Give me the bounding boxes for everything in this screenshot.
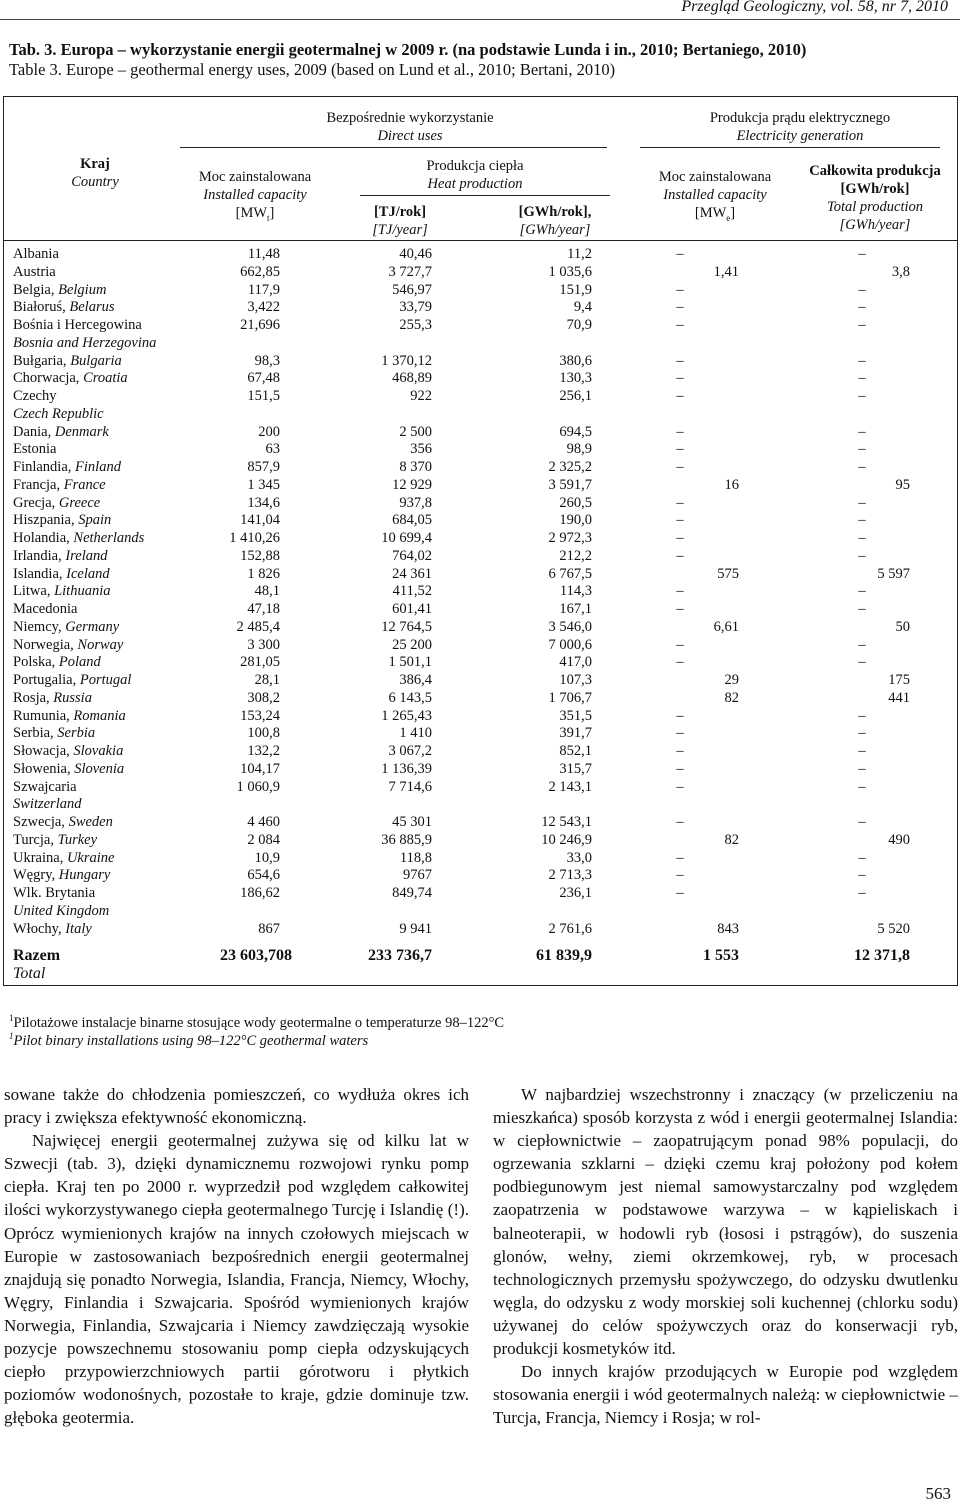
heat-tj-cell: 1 370,12 — [381, 352, 432, 369]
table-row — [0, 742, 960, 760]
header-electricity: Produkcja prądu elektrycznego Electricity generation — [709, 110, 891, 144]
e-total-cell: – — [858, 246, 866, 262]
capacity-cell: 867 — [258, 920, 280, 937]
country-name: Polska, Poland — [13, 654, 101, 671]
table-row — [0, 671, 960, 689]
heat-tj-cell: 7 714,6 — [388, 778, 432, 795]
e-total-cell: – — [858, 423, 866, 440]
e-total-cell: 3,8 — [891, 263, 910, 280]
heat-gwh-cell: 130,3 — [559, 370, 592, 387]
heat-gwh-cell: 417,0 — [559, 654, 592, 671]
capacity-cell: 151,5 — [247, 388, 280, 404]
capacity-cell: 1 345 — [247, 476, 280, 493]
heat-tj-cell: 36 885,9 — [381, 831, 432, 848]
body-column-left — [4, 1083, 469, 1429]
heat-tj-cell: 3 727,7 — [388, 263, 432, 280]
table-row — [0, 884, 960, 902]
header-rule — [0, 19, 960, 20]
e-total-cell: – — [858, 636, 866, 653]
total-etot: 12 371,8 — [854, 947, 910, 964]
heat-gwh-cell: 33,0 — [566, 849, 592, 866]
e-capacity-cell: – — [676, 885, 684, 901]
header-e-capacity: Moc zainstalowana Installed capacity $[MW_e]$ — [658, 169, 772, 223]
heat-tj-cell: 45 301 — [392, 814, 432, 830]
rule-direct — [180, 147, 607, 148]
e-capacity-cell: 82 — [724, 689, 739, 706]
heat-tj-cell: 118,8 — [399, 849, 432, 866]
capacity-cell: 1 410,26 — [229, 530, 280, 546]
heat-tj-cell: 356 — [410, 441, 432, 458]
country-name: Szwecja, Sweden — [13, 814, 113, 830]
country-name: Turcja, Turkey — [13, 831, 98, 848]
table-row — [0, 387, 960, 405]
e-total-cell: – — [858, 583, 866, 600]
heat-tj-cell: 255,3 — [399, 317, 432, 333]
country-name: Austria — [13, 263, 56, 280]
country-name: United Kingdom — [13, 902, 110, 919]
e-total-cell: – — [858, 814, 866, 830]
heat-gwh-cell: 3 591,7 — [548, 476, 592, 493]
e-total-cell: – — [858, 743, 866, 759]
e-total-cell: 441 — [888, 689, 910, 706]
table-row — [0, 565, 960, 583]
e-capacity-cell: – — [676, 370, 684, 387]
heat-tj-cell: 6 143,5 — [388, 689, 432, 706]
capacity-cell: 48,1 — [254, 583, 280, 600]
e-capacity-cell: – — [676, 423, 684, 440]
header-bottom-rule — [3, 240, 958, 241]
country-name: Włochy, Italy — [13, 920, 92, 937]
heat-gwh-cell: 1 035,6 — [548, 263, 592, 280]
table-row — [0, 440, 960, 458]
paragraph: W najbardziej wszechstronny i znaczący (w przeliczeniu na mieszkańca) sposób korzysta z wód i energii geotermalnej Islandia: w ciepłownictwie – zaopatrującym ponad 98% populacji, do ogrzewania szklarni – dzięki czemu kraj położony pod kołem podbiegunowym jest niemal samowystarczalny pod względem zaopatrzenia w podstawowe warzywa – w kąpieliskach i balneoterapii, w hodowli ryb (łososi i pstrągów), do suszenia glonów, wełny, ziemi okrzemkowej, ryb, w procesach technologicznych przemysłu spożywczego, do odzysku dwutlenku węgla, do odzysku z wody morskiej soli kuchennej (chlorku sodu) używanej do celów spożywczych oraz do konserwacji ryb, produkcji kosmetyków itd. — [493, 1085, 958, 1359]
country-name: Serbia, Serbia — [13, 725, 96, 742]
e-capacity-cell: – — [676, 636, 684, 653]
country-name: Szwajcaria — [13, 778, 77, 795]
country-name: Bułgaria, Bulgaria — [13, 352, 122, 369]
e-total-cell: – — [858, 299, 866, 316]
header-country: Kraj Country — [71, 156, 119, 190]
table-row — [0, 334, 960, 352]
heat-tj-cell: 33,79 — [399, 299, 432, 316]
capacity-cell: 63 — [265, 441, 280, 458]
table-row — [0, 902, 960, 920]
capacity-cell: 10,9 — [254, 849, 280, 866]
table-row — [0, 653, 960, 671]
e-total-cell: – — [858, 654, 866, 671]
country-name: Białoruś, Belarus — [13, 299, 115, 316]
e-capacity-cell: – — [676, 601, 684, 617]
e-total-cell: – — [858, 281, 866, 298]
e-total-cell: 5 597 — [877, 565, 910, 582]
capacity-cell: 186,62 — [240, 885, 280, 901]
body-column-right — [493, 1083, 958, 1429]
e-total-cell: – — [858, 867, 866, 884]
heat-tj-cell: 40,46 — [399, 246, 432, 262]
country-name: Litwa, Lithuania — [13, 583, 111, 600]
total-row-en — [0, 965, 960, 983]
capacity-cell: 200 — [258, 423, 280, 440]
e-capacity-cell: – — [676, 459, 684, 475]
capacity-cell: 104,17 — [240, 760, 280, 777]
e-capacity-cell: 575 — [717, 565, 739, 582]
table-row — [0, 795, 960, 813]
e-capacity-cell: 29 — [724, 672, 739, 688]
heat-tj-cell: 684,05 — [392, 512, 432, 529]
heat-gwh-cell: 380,6 — [559, 352, 592, 369]
paragraph: Najwięcej energii geotermalnej zużywa się od kilku lat w Szwecji (tab. 3), dzięki dynamicznemu rozwojowi rynku pomp ciepła. Kraj ten po 2000 r. wyprzedził pod względem całkowitej ilości wykorzystywanego ciepła geotermalnego Turcję i Islandię (!). Oprócz wymienionych krajów na innych czołowych miejscach w Europie w zastosowaniach bezpośrednich energii geotermalnej znajdują się ponadto Norwegia, Islandia, Francja, Niemcy, Włochy, Węgry, Finlandia i Szwajcaria. Spośród wymienionych krajów Norwegia, Finlandia, Szwajcaria i Niemcy zawdzięczają wysokie pozycje powszechnemu stosowaniu pomp ciepła odzyskujących ciepło przypowierzchniowych partii górotworu i płytkich poziomów wodonośnych, pozostałe to kraje, gdzie dominuje tzw. głęboka geotermia. — [4, 1131, 469, 1428]
table-row — [0, 831, 960, 849]
capacity-cell: 1 060,9 — [236, 778, 280, 795]
heat-gwh-cell: 6 767,5 — [548, 565, 592, 582]
table-row — [0, 316, 960, 334]
country-name: Bosnia and Herzegovina — [13, 334, 157, 351]
e-total-cell: – — [858, 370, 866, 387]
table-row — [0, 458, 960, 476]
header-direct-uses: Bezpośrednie wykorzystanie Direct uses — [326, 110, 494, 144]
table-row — [0, 263, 960, 281]
e-capacity-cell: 16 — [724, 476, 739, 493]
e-total-cell: 50 — [895, 618, 910, 635]
e-capacity-cell: – — [676, 352, 684, 369]
table-row — [0, 618, 960, 636]
country-name: Bośnia i Hercegowina — [13, 317, 142, 333]
capacity-cell: 662,85 — [240, 263, 280, 280]
country-name: Czechy — [13, 388, 57, 404]
e-total-cell: – — [858, 441, 866, 458]
header-installed-capacity: Moc zainstalowana Installed capacity $[MW_t]$ — [198, 169, 312, 223]
total-cap: 23 603,708 — [220, 947, 292, 964]
country-name: Belgia, Belgium — [13, 281, 107, 298]
heat-tj-cell: 546,97 — [392, 281, 432, 298]
table-row — [0, 476, 960, 494]
heat-gwh-cell: 107,3 — [559, 672, 592, 688]
heat-tj-cell: 9767 — [403, 867, 432, 884]
e-total-cell: – — [858, 494, 866, 511]
heat-tj-cell: 1 501,1 — [388, 654, 432, 671]
capacity-cell: 21,696 — [240, 317, 280, 333]
country-name: Holandia, Netherlands — [13, 530, 145, 546]
country-name: Rosja, Russia — [13, 689, 92, 706]
header-gwh: [GWh/rok], [GWh/year] — [518, 204, 592, 238]
e-capacity-cell: – — [676, 760, 684, 777]
total-label: Razem — [13, 947, 61, 964]
heat-tj-cell: 922 — [410, 388, 432, 404]
country-name: Albania — [13, 246, 59, 262]
e-capacity-cell: – — [676, 281, 684, 298]
heat-gwh-cell: 190,0 — [559, 512, 592, 529]
e-capacity-cell: 843 — [717, 920, 739, 937]
capacity-cell: 117,9 — [247, 281, 280, 298]
e-capacity-cell: – — [676, 743, 684, 759]
country-name: Słowenia, Slovenia — [13, 760, 125, 777]
e-total-cell: – — [858, 317, 866, 333]
heat-tj-cell: 1 136,39 — [381, 760, 432, 777]
e-capacity-cell: – — [676, 299, 684, 316]
country-name: Francja, France — [13, 476, 106, 493]
heat-tj-cell: 3 067,2 — [388, 743, 432, 759]
heat-gwh-cell: 391,7 — [559, 725, 592, 742]
footnote-pl: $^1$Pilotażowe instalacje binarne stosujące wody geotermalne o temperaturze 98–122°C — [9, 1013, 505, 1031]
e-capacity-cell: 82 — [724, 831, 739, 848]
table-row — [0, 866, 960, 884]
table-row — [0, 547, 960, 565]
e-total-cell: – — [858, 849, 866, 866]
e-capacity-cell: – — [676, 707, 684, 724]
table-row — [0, 529, 960, 547]
e-capacity-cell: – — [676, 512, 684, 529]
e-total-cell: 95 — [895, 476, 910, 493]
paragraph: sowane także do chłodzenia pomieszczeń, co wydłuża okres ich pracy i zwiększa efektywność ekonomiczną. — [4, 1085, 469, 1128]
e-total-cell: 175 — [888, 672, 910, 688]
header-total-production: Całkowita produkcja [GWh/rok] Total production [GWh/year] — [809, 163, 941, 233]
heat-gwh-cell: 1 706,7 — [548, 689, 592, 706]
country-name: Słowacja, Slovakia — [13, 743, 124, 759]
table-caption-en: Table 3. Europe – geothermal energy uses, 2009 (based on Lund et al., 2010; Bertani, 2010) — [9, 60, 616, 79]
heat-gwh-cell: 2 761,6 — [548, 920, 592, 937]
heat-gwh-cell: 2 713,3 — [548, 867, 592, 884]
country-name: Hiszpania, Spain — [13, 512, 112, 529]
heat-gwh-cell: 236,1 — [559, 885, 592, 901]
table-row — [0, 423, 960, 441]
heat-tj-cell: 24 361 — [392, 565, 432, 582]
capacity-cell: 132,2 — [247, 743, 280, 759]
heat-gwh-cell: 11,2 — [567, 246, 592, 262]
heat-gwh-cell: 351,5 — [559, 707, 592, 724]
table-row — [0, 849, 960, 867]
capacity-cell: 857,9 — [247, 459, 280, 475]
heat-tj-cell: 411,52 — [392, 583, 432, 600]
capacity-cell: 28,1 — [254, 672, 280, 688]
country-name: Chorwacja, Croatia — [13, 370, 128, 387]
country-name: Norwegia, Norway — [13, 636, 124, 653]
heat-gwh-cell: 114,3 — [559, 583, 592, 600]
country-name: Islandia, Iceland — [13, 565, 110, 582]
capacity-cell: 3 300 — [247, 636, 280, 653]
table-row — [0, 582, 960, 600]
heat-gwh-cell: 260,5 — [559, 494, 592, 511]
table-row — [0, 352, 960, 370]
heat-tj-cell: 764,02 — [392, 547, 432, 564]
total-tj: 233 736,7 — [368, 947, 432, 964]
e-capacity-cell: – — [676, 849, 684, 866]
total-ecap: 1 553 — [703, 947, 739, 964]
heat-gwh-cell: 10 246,9 — [541, 831, 592, 848]
heat-gwh-cell: 151,9 — [559, 281, 592, 298]
heat-tj-cell: 25 200 — [392, 636, 432, 653]
table-row — [0, 707, 960, 725]
e-capacity-cell: – — [676, 814, 684, 830]
heat-gwh-cell: 7 000,6 — [548, 636, 592, 653]
table-row — [0, 760, 960, 778]
capacity-cell: 281,05 — [240, 654, 280, 671]
heat-tj-cell: 937,8 — [399, 494, 432, 511]
heat-gwh-cell: 9,4 — [573, 299, 592, 316]
capacity-cell: 141,04 — [240, 512, 280, 529]
heat-gwh-cell: 2 972,3 — [548, 530, 592, 546]
capacity-cell: 134,6 — [247, 494, 280, 511]
heat-gwh-cell: 3 546,0 — [548, 618, 592, 635]
e-capacity-cell: – — [676, 317, 684, 333]
capacity-cell: 100,8 — [247, 725, 280, 742]
e-total-cell: – — [858, 760, 866, 777]
country-name: Czech Republic — [13, 405, 104, 422]
country-name: Węgry, Hungary — [13, 867, 111, 884]
heat-gwh-cell: 12 543,1 — [541, 814, 592, 830]
table-row — [0, 245, 960, 263]
e-total-cell: – — [858, 707, 866, 724]
e-capacity-cell: 1,41 — [713, 263, 739, 280]
e-capacity-cell: – — [676, 494, 684, 511]
country-name: Rumunia, Romania — [13, 707, 126, 724]
heat-gwh-cell: 852,1 — [559, 743, 592, 759]
rule-heat — [360, 195, 610, 196]
e-total-cell: – — [858, 388, 866, 404]
heat-tj-cell: 601,41 — [392, 601, 432, 617]
capacity-cell: 4 460 — [247, 814, 280, 830]
heat-tj-cell: 12 929 — [392, 476, 432, 493]
e-capacity-cell: – — [676, 246, 684, 262]
table-row — [0, 494, 960, 512]
table-row — [0, 813, 960, 831]
heat-tj-cell: 468,89 — [392, 370, 432, 387]
heat-tj-cell: 849,74 — [392, 885, 432, 901]
e-total-cell: – — [858, 352, 866, 369]
country-name: Switzerland — [13, 796, 82, 813]
table-row — [0, 778, 960, 796]
heat-gwh-cell: 70,9 — [566, 317, 592, 333]
total-row — [0, 947, 960, 965]
e-capacity-cell: – — [676, 547, 684, 564]
e-capacity-cell: – — [676, 530, 684, 546]
country-name: Finlandia, Finland — [13, 459, 121, 475]
table-row — [0, 600, 960, 618]
capacity-cell: 11,48 — [247, 246, 280, 262]
heat-gwh-cell: 2 325,2 — [548, 459, 592, 475]
country-name: Irlandia, Ireland — [13, 547, 108, 564]
table-row — [0, 511, 960, 529]
heat-tj-cell: 12 764,5 — [381, 618, 432, 635]
capacity-cell: 153,24 — [240, 707, 280, 724]
heat-gwh-cell: 315,7 — [559, 760, 592, 777]
heat-gwh-cell: 212,2 — [559, 547, 592, 564]
country-name: Niemcy, Germany — [13, 618, 120, 635]
table-row — [0, 298, 960, 316]
capacity-cell: 98,3 — [254, 352, 280, 369]
e-capacity-cell: – — [676, 778, 684, 795]
e-capacity-cell: – — [676, 867, 684, 884]
capacity-cell: 2 485,4 — [236, 618, 280, 635]
e-capacity-cell: 6,61 — [713, 618, 739, 635]
table-row — [0, 405, 960, 423]
table-row — [0, 281, 960, 299]
table-caption-pl: Tab. 3. Europa – wykorzystanie energii geotermalnej w 2009 r. (na podstawie Lunda i in., 2010; Bertaniego, 2010) — [9, 40, 807, 59]
capacity-cell: 1 826 — [247, 565, 280, 582]
heat-tj-cell: 9 941 — [399, 920, 432, 937]
header-tj: [TJ/rok] [TJ/year] — [372, 204, 428, 238]
country-name: Grecja, Greece — [13, 494, 101, 511]
paragraph: Do innych krajów przodujących w Europie pod względem stosowania energii i wód geotermalnych należą: w ciepłownictwie – Turcja, Francja, Niemcy i Rosja; w rol- — [493, 1362, 958, 1428]
country-name: Macedonia — [13, 601, 78, 617]
heat-tj-cell: 1 265,43 — [381, 707, 432, 724]
capacity-cell: 152,88 — [240, 547, 280, 564]
capacity-cell: 47,18 — [247, 601, 280, 617]
total-label-en: Total — [13, 965, 46, 982]
e-total-cell: – — [858, 459, 866, 475]
table-row — [0, 689, 960, 707]
e-total-cell: 490 — [888, 831, 910, 848]
e-total-cell: – — [858, 547, 866, 564]
heat-gwh-cell: 2 143,1 — [548, 778, 592, 795]
country-name: Portugalia, Portugal — [13, 672, 132, 688]
heat-tj-cell: 1 410 — [399, 725, 432, 742]
table-row — [0, 369, 960, 387]
footnote-en: $^1$Pilot binary installations using 98–122°C geothermal waters — [9, 1031, 369, 1049]
header-heat-production: Produkcja ciepła Heat production — [426, 158, 524, 192]
e-capacity-cell: – — [676, 583, 684, 600]
e-total-cell: – — [858, 885, 866, 901]
page-number: 563 — [925, 1484, 951, 1503]
heat-gwh-cell: 98,9 — [566, 441, 592, 458]
journal-header: Przegląd Geologiczny, vol. 58, nr 7, 2010 — [681, 0, 948, 15]
e-total-cell: 5 520 — [877, 920, 910, 937]
e-capacity-cell: – — [676, 654, 684, 671]
e-total-cell: – — [858, 512, 866, 529]
table-row — [0, 920, 960, 938]
table-row — [0, 724, 960, 742]
heat-tj-cell: 10 699,4 — [381, 530, 432, 546]
table-row — [0, 636, 960, 654]
e-total-cell: – — [858, 530, 866, 546]
e-capacity-cell: – — [676, 441, 684, 458]
capacity-cell: 3,422 — [247, 299, 280, 316]
heat-tj-cell: 8 370 — [399, 459, 432, 475]
country-name: Estonia — [13, 441, 57, 458]
capacity-cell: 67,48 — [247, 370, 280, 387]
country-name: Ukraina, Ukraine — [13, 849, 115, 866]
e-capacity-cell: – — [676, 388, 684, 404]
heat-gwh-cell: 167,1 — [559, 601, 592, 617]
e-total-cell: – — [858, 601, 866, 617]
e-total-cell: – — [858, 778, 866, 795]
country-name: Wlk. Brytania — [13, 885, 96, 901]
heat-gwh-cell: 694,5 — [559, 423, 592, 440]
heat-tj-cell: 2 500 — [399, 423, 432, 440]
total-gwh: 61 839,9 — [536, 947, 592, 964]
e-capacity-cell: – — [676, 725, 684, 742]
heat-tj-cell: 386,4 — [399, 672, 432, 688]
rule-electricity — [640, 147, 940, 148]
capacity-cell: 308,2 — [247, 689, 280, 706]
e-total-cell: – — [858, 725, 866, 742]
heat-gwh-cell: 256,1 — [559, 388, 592, 404]
capacity-cell: 2 084 — [247, 831, 280, 848]
capacity-cell: 654,6 — [247, 867, 280, 884]
country-name: Dania, Denmark — [13, 423, 109, 440]
